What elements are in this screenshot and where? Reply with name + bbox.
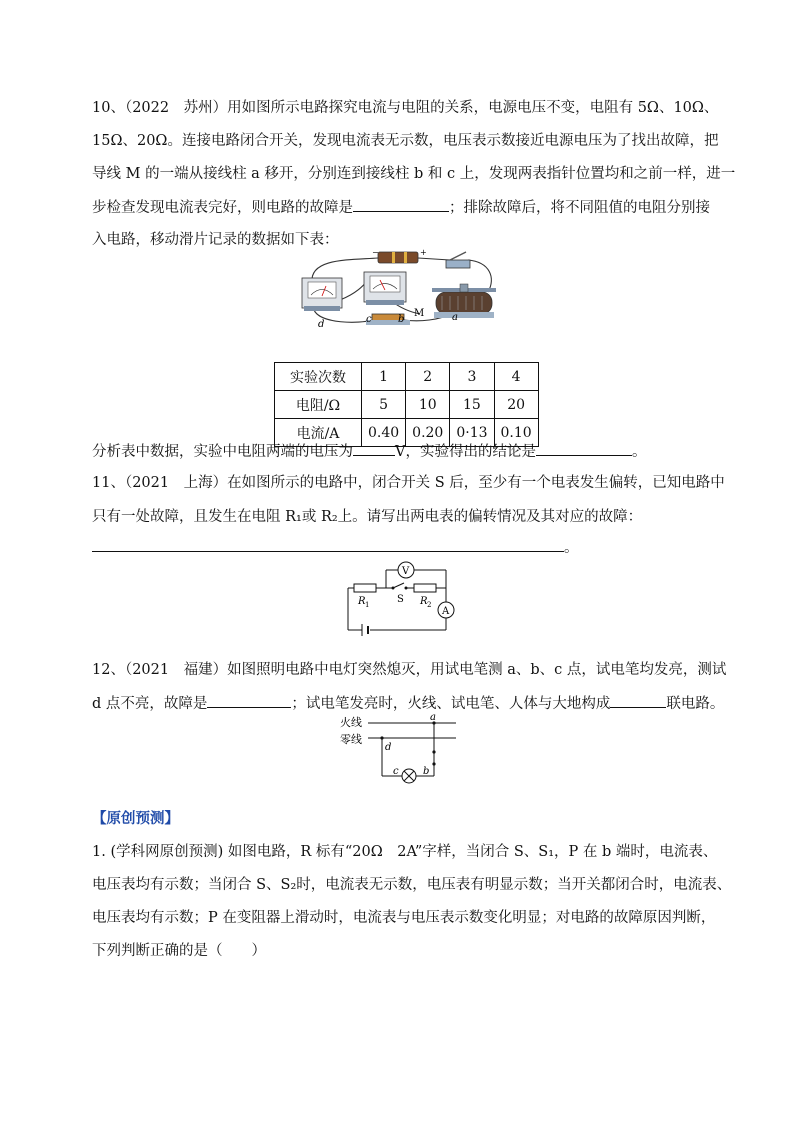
- table-row: [275, 391, 539, 419]
- table-cell: 电阻/Ω: [275, 391, 362, 419]
- q10-line-5: 入电路，移动滑片记录的数据如下表：: [92, 232, 339, 248]
- q10-line-6: [92, 441, 646, 462]
- q11-line-3: [92, 537, 579, 558]
- switch-icon: [446, 252, 470, 268]
- r2-label: R: [420, 596, 428, 607]
- point-a-label: a: [430, 712, 436, 723]
- table-cell: 2: [406, 363, 450, 391]
- table-cell: 实验次数: [275, 363, 362, 391]
- battery-minus-label: −: [372, 248, 379, 257]
- r1-label: R: [358, 596, 366, 607]
- q10-line-1: 10、（2022 苏州）用如图所示电路探究电流与电阻的关系，电源电压不变，电阻有 5Ω、10Ω、: [92, 100, 719, 116]
- q10-analysis-text: 分析表中数据，实验中电阻两端的电压为: [92, 444, 353, 460]
- table-cell: 10: [406, 391, 450, 419]
- p1-line-2: 电压表均有示数；当闭合 S、S₂时，电流表无示数，电压表有明显示数；当开关都闭合时，电流表、: [92, 877, 732, 893]
- table-cell: 0.20: [406, 419, 450, 447]
- table-cell: 电流/A: [275, 419, 362, 447]
- battery-icon: [362, 624, 368, 636]
- q11-line-1: 11、（2021 上海）在如图所示的电路中，闭合开关 S 后，至少有一个电表发生偏转，已知电路中: [92, 475, 725, 491]
- switch-icon: [392, 583, 408, 590]
- data-table: [274, 362, 539, 447]
- q12-line-2: [92, 693, 724, 714]
- p1-line-3: 电压表均有示数；P 在变阻器上滑动时，电流表与电压表示数变化明显；对电路的故障原因判断，: [92, 910, 716, 926]
- label-m: M: [414, 308, 425, 319]
- table-cell: 3: [450, 363, 494, 391]
- switch-label: S: [397, 594, 404, 605]
- p1-line-4: 下列判断正确的是（ ）: [92, 943, 266, 959]
- q12-text-a: d 点不亮，故障是: [92, 696, 208, 712]
- voltmeter-label: V: [402, 566, 410, 577]
- battery-plus-label: +: [420, 248, 427, 257]
- point-d-label: d: [385, 742, 392, 753]
- table-cell: 0.40: [362, 419, 406, 447]
- q10-analysis-end: 。: [631, 444, 647, 460]
- q12-text-b: ；试电笔发亮时，火线、试电笔、人体与大地构成: [291, 696, 611, 712]
- answer-blank[interactable]: [536, 441, 632, 456]
- voltmeter-icon: [364, 272, 406, 305]
- resistor-r1-icon: [354, 584, 376, 592]
- point-b-label: b: [423, 766, 430, 777]
- table-cell: 15: [450, 391, 494, 419]
- label-d: d: [318, 319, 325, 330]
- p1-line-1: 1. (学科网原创预测) 如图电路，R 标有“20Ω 2A”字样，当闭合 S、S₁，P 在 b 端时，电流表、: [92, 844, 718, 860]
- table-cell: 4: [494, 363, 538, 391]
- ammeter-label: A: [442, 606, 450, 617]
- q10-line-3: 导线 M 的一端从接线柱 a 移开，分别连到接线柱 b 和 c 上，发现两表指针位置均和之前一样，进一: [92, 166, 736, 182]
- q10-circuit-figure: [300, 248, 500, 330]
- table-row: [275, 363, 539, 391]
- answer-blank[interactable]: [207, 693, 291, 708]
- answer-blank[interactable]: [92, 537, 564, 552]
- table-cell: 20: [494, 391, 538, 419]
- r2-subscript: 2: [427, 601, 432, 609]
- rheostat-icon: [432, 284, 496, 318]
- answer-blank[interactable]: [353, 441, 395, 456]
- battery-icon: [378, 252, 418, 263]
- q12-line-1: 12、（2021 福建）如图照明电路中电灯突然熄灭，用试电笔测 a、b、c 点，试电笔均发亮，测试: [92, 662, 727, 678]
- q11-circuit-figure: [340, 558, 460, 636]
- q11-line-2: 只有一处故障，且发生在电阻 R₁或 R₂上。请写出两电表的偏转情况及其对应的故障：: [92, 509, 643, 525]
- table-cell: 0·13: [450, 419, 494, 447]
- q10-line-2: 15Ω、20Ω。连接电路闭合开关，发现电流表无示数，电压表示数接近电源电压为了找出故障，把: [92, 133, 719, 149]
- r1-subscript: 1: [365, 601, 370, 609]
- label-a: a: [452, 312, 458, 323]
- label-c: c: [366, 314, 372, 325]
- neutral-wire-label: 零线: [340, 733, 362, 746]
- q10-analysis-mid: V，实验得出的结论是: [395, 444, 536, 460]
- q12-circuit-figure: [340, 712, 464, 800]
- q10-line-4-text: 步检查发现电流表完好，则电路的故障是: [92, 200, 353, 216]
- table-cell: 1: [362, 363, 406, 391]
- q10-line-4: [92, 197, 710, 218]
- answer-blank[interactable]: [610, 693, 666, 708]
- live-wire-label: 火线: [340, 716, 362, 729]
- point-c-label: c: [393, 766, 399, 777]
- q10-line-4-tail: ；排除故障后，将不同阻值的电阻分别接: [449, 200, 710, 216]
- table-cell: 0.10: [494, 419, 538, 447]
- section-title: 【原创预测】: [92, 810, 179, 827]
- label-b: b: [398, 314, 405, 325]
- lamp-icon: [402, 769, 416, 783]
- answer-blank[interactable]: [353, 197, 449, 212]
- resistor-r2-icon: [414, 584, 436, 592]
- q12-text-c: 联电路。: [666, 696, 725, 712]
- ammeter-icon: [302, 278, 342, 311]
- table-cell: 5: [362, 391, 406, 419]
- q11-end: 。: [564, 540, 579, 556]
